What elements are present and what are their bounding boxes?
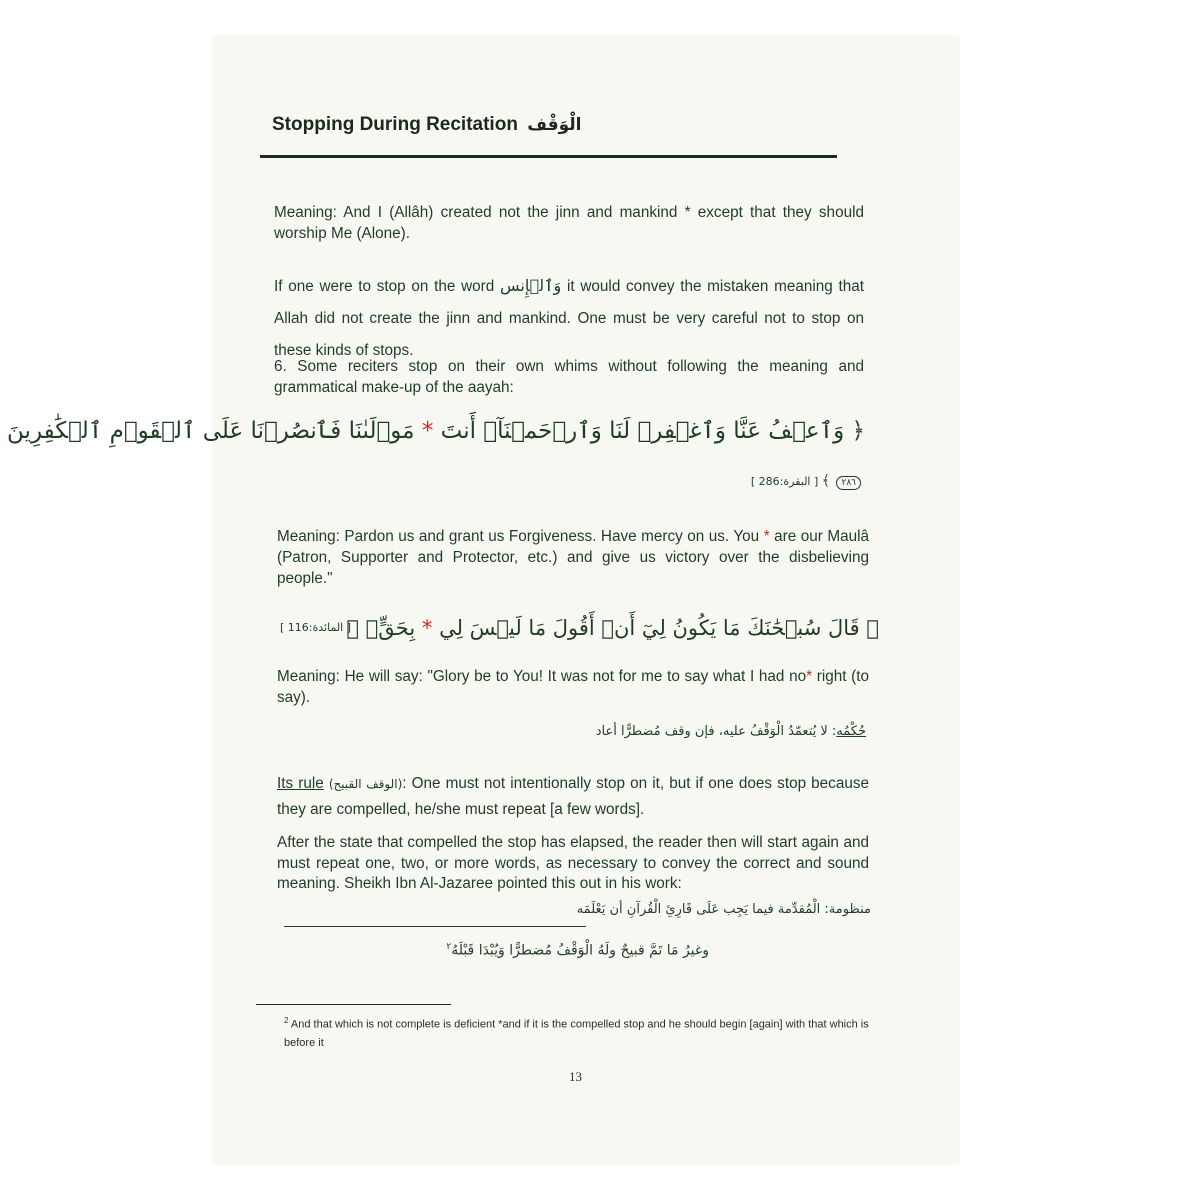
footnote-text: And that which is not complete is deficient *and if it is the compelled stop and he should begin [again] with that which is before it <box>284 1018 869 1049</box>
rule-paragraph <box>277 771 869 823</box>
page-title <box>272 114 581 136</box>
title-divider <box>260 155 837 158</box>
meaning-3-text-after: right (to say). <box>277 668 870 706</box>
meaning-paragraph-2 <box>277 526 869 589</box>
verse-1-reference <box>751 473 864 490</box>
page-number: 13 <box>569 1069 582 1084</box>
meaning-2-text-before: Meaning: Pardon us and grant us Forgiveness. Have mercy on us. You <box>277 528 760 545</box>
arabic-ruling <box>596 724 866 739</box>
stop-word-paragraph <box>274 270 864 367</box>
meaning-2-asterisk: * <box>763 528 770 545</box>
verse-2-reference: [ المائدة:116 ] <box>280 621 352 634</box>
poem-footnote-marker: ٢ <box>446 942 452 952</box>
meaning-3-text-before: Meaning: He will say: "Glory be to You! It was not for me to say what I had no <box>277 668 807 685</box>
ayah-number-badge: ٢٨٦ <box>836 476 861 490</box>
verse-1-ref-text: [ البقرة:286 ] <box>750 475 819 488</box>
manzuma-title: منظومة: الْمُقدِّمة فيما يَجِب عَلَى قَارِئِ الْقُرآنِ أن يَعْلَمَه <box>576 902 871 917</box>
poem-verse <box>446 942 709 959</box>
footnote <box>284 1012 874 1052</box>
verse-1-part-b: مَوۡلَىٰنَا فَٱنصُرۡنَا عَلَى ٱلۡقَوۡمِ ٱلۡكَٰفِرِينَ <box>7 418 415 444</box>
quran-verse-2 <box>346 616 879 640</box>
quran-verse-1 <box>7 418 865 444</box>
footnote-divider <box>256 1004 451 1005</box>
verse-2-asterisk: * <box>421 616 433 640</box>
verse-2-part-b: بِحَقٍّۚ ﴾ <box>346 616 416 640</box>
meaning-paragraph-3 <box>277 666 869 708</box>
stop-word-arabic: وَٱلۡإِنس <box>499 276 562 295</box>
meaning-3-asterisk: * <box>806 668 813 685</box>
meaning-paragraph-1: Meaning: And I (Allâh) created not the jinn and mankind * except that they should worship Me (Alone). <box>274 204 864 242</box>
manzuma-underline <box>284 926 586 927</box>
stop-word-text-before: If one were to stop on the word <box>274 278 495 295</box>
rule-text: : One must not intentionally stop on it, but if one does stop because they are compelled, he/she must repeat [a few words]. <box>277 775 870 818</box>
ruling-label-arabic: حُكْمُه <box>836 724 866 739</box>
verse-1-asterisk: * <box>421 418 434 444</box>
rule-arabic-term: (الوقف القبيح) <box>328 777 403 791</box>
verse-1-part-a: ﴿ وَٱعۡفُ عَنَّا وَٱغۡفِرۡ لَنَا وَٱرۡحَمۡنَآۚ أَنتَ <box>440 418 865 444</box>
point-6-paragraph: 6. Some reciters stop on their own whims without following the meaning and grammatical make-up of the aayah: <box>274 358 864 396</box>
rule-label: Its rule <box>277 775 324 792</box>
page-title-english: Stopping During Recitation <box>272 114 518 135</box>
verse-2-part-a: ﴿ قَالَ سُبۡحَٰنَكَ مَا يَكُونُ لِيٓ أَنۡ أَقُولَ مَا لَيۡسَ لِي <box>439 616 879 640</box>
after-state-paragraph: After the state that compelled the stop has elapsed, the reader then will start again and must repeat one, two, or more words, as necessary to convey the correct and sound meaning. Sheikh Ibn Al-Jazaree pointed this out in his work: <box>277 834 869 892</box>
meaning-2-text-after: are our Maulâ (Patron, Supporter and Protector, etc.) and give us victory over the disbelieving people." <box>277 528 870 587</box>
book-page <box>7 36 959 1164</box>
footnote-number: 2 <box>284 1016 289 1025</box>
page-title-arabic: الْوَقْف <box>527 115 582 135</box>
stop-word-text-after: it would convey the mistaken meaning that Allah did not create the jinn and mankind. One must be very careful not to stop on these kinds of stops. <box>274 278 865 359</box>
ruling-text-arabic: : لا يُتعمّدُ الْوَقْفُ عليه، فإن وقف مُضطرًّا أعاد <box>595 724 837 739</box>
poem-text: وغيرُ مَا تَمَّ قبيحٌ ولَهُ الْوَقْفُ مُضطرًّا وَيُبْدَا قَبْلَهُ <box>451 942 709 959</box>
verse-end-bracket-icon: ﴾ <box>821 473 830 489</box>
